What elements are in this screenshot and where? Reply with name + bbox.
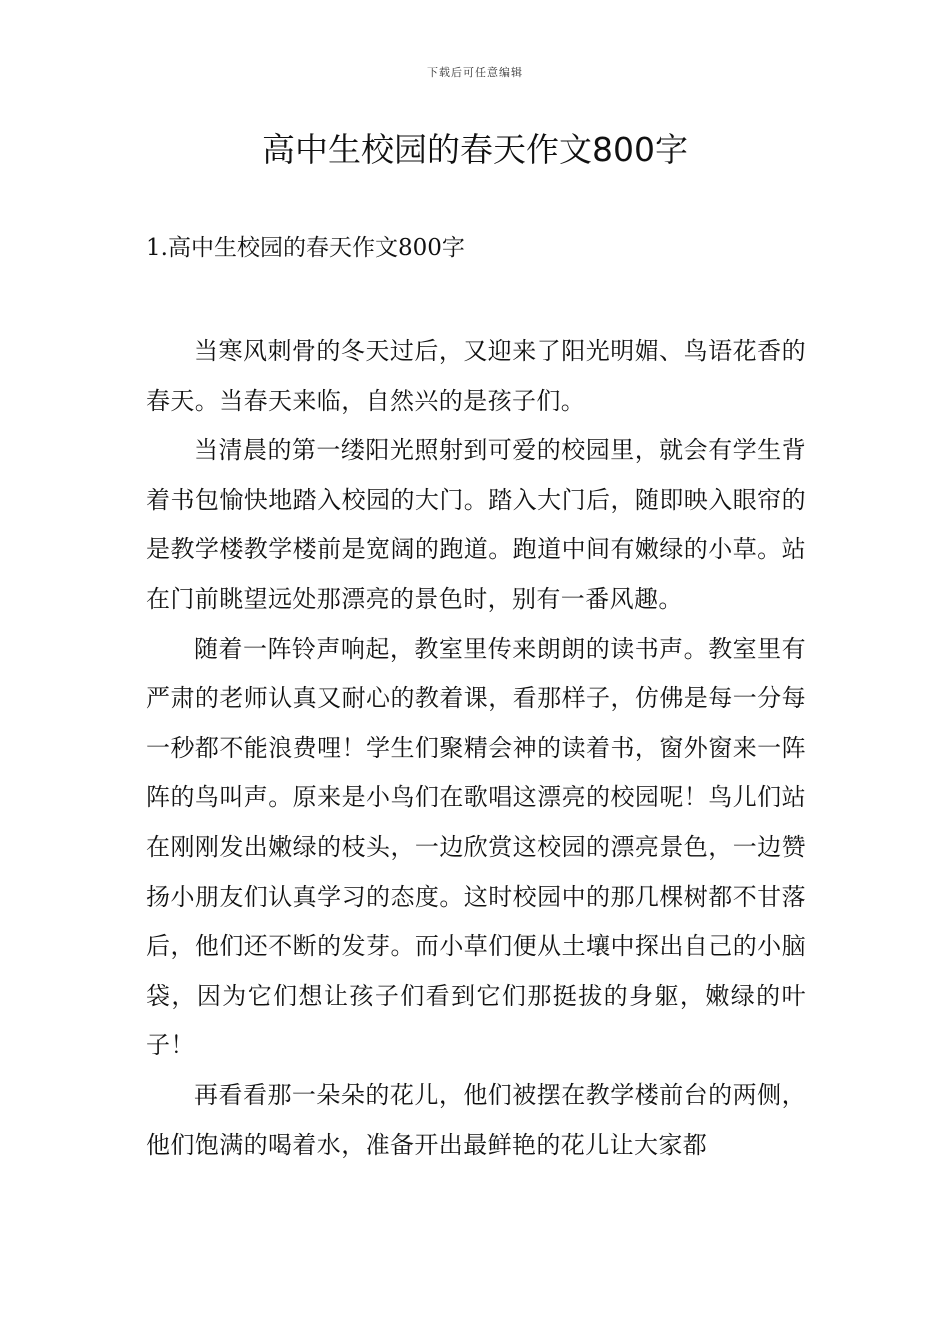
document-title: 高中生校园的春天作文800字 xyxy=(262,130,688,169)
paragraph-2: 当清晨的第一缕阳光照射到可爱的校园里，就会有学生背着书包愉快地踏入校园的大门。踏入大门后，随即映入眼帘的是教学楼教学楼前是宽阔的跑道。跑道中间有嫩绿的小草。站在门前眺望远处那漂亮的景色时，别有一番风趣。 xyxy=(146,436,806,613)
paragraph-1: 当寒风刺骨的冬天过后，又迎来了阳光明媚、鸟语花香的春天。当春天来临，自然兴的是孩子们。 xyxy=(146,337,806,415)
essay-body xyxy=(146,327,806,1170)
paragraph-3: 随着一阵铃声响起，教室里传来朗朗的读书声。教室里有严肃的老师认真又耐心的教着课，看那样子，仿佛是每一分每一秒都不能浪费哩！学生们聚精会神的读着书，窗外窗来一阵阵的鸟叫声。原来是小鸟们在歌唱这漂亮的校园呢！鸟儿们站在刚刚发出嫩绿的枝头，一边欣赏这校园的漂亮景色，一边赞扬小朋友们认真学习的态度。这时校园中的那几棵树都不甘落后，他们还不断的发芽。而小草们便从土壤中探出自己的小脑袋，因为它们想让孩子们看到它们那挺拔的身躯，嫩绿的叶子！ xyxy=(146,634,806,1060)
section-heading: 1.高中生校园的春天作文800字 xyxy=(146,235,465,261)
paragraph-4: 再看看那一朵朵的花儿，他们被摆在教学楼前台的两侧，他们饱满的喝着水，准备开出最鲜艳的花儿让大家都 xyxy=(146,1080,806,1159)
header-note: 下载后可任意编辑 xyxy=(427,66,523,79)
